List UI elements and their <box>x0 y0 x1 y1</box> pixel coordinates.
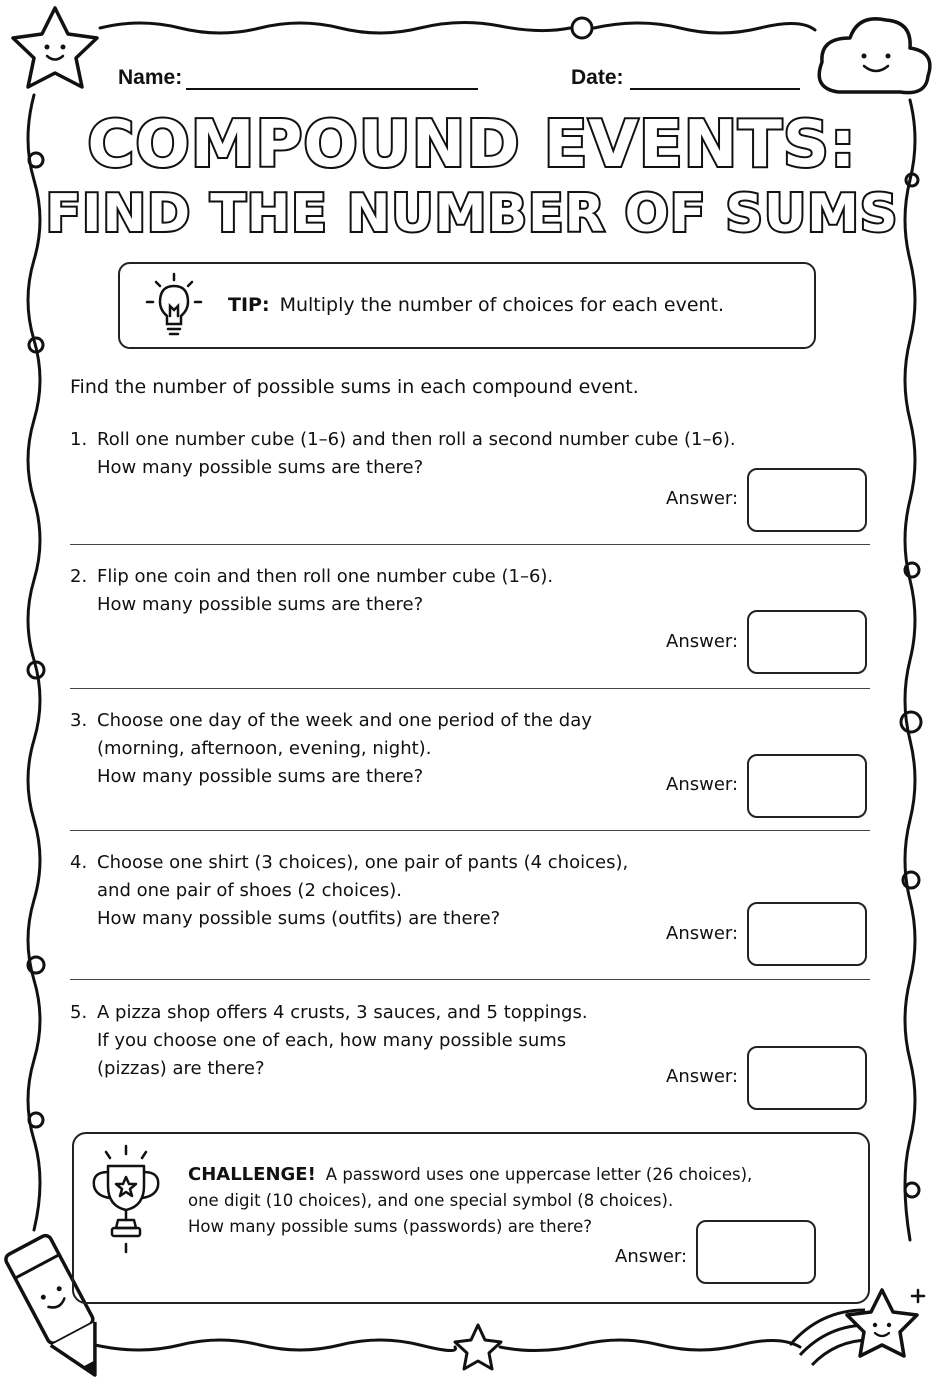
answer-label: Answer: <box>666 923 739 944</box>
challenge-line: How many possible sums (passwords) are there? <box>188 1217 593 1236</box>
question-4 <box>70 849 628 933</box>
star-icon <box>455 1325 501 1369</box>
question-line: (morning, afternoon, evening, night). <box>97 738 432 759</box>
question-number: 1. <box>70 429 88 450</box>
challenge-line: A password uses one uppercase letter (26 choices), <box>325 1165 753 1184</box>
question-line: If you choose one of each, how many possible sums <box>97 1030 567 1051</box>
challenge-line: one digit (10 choices), and one special symbol (8 choices). <box>188 1191 674 1210</box>
challenge-box <box>72 1132 870 1304</box>
answer-box-4[interactable] <box>747 902 867 966</box>
question-line: How many possible sums (outfits) are there? <box>97 908 501 929</box>
question-line: Choose one day of the week and one period of the day <box>97 710 592 731</box>
name-field[interactable] <box>186 88 478 90</box>
question-line: Flip one coin and then roll one number cube (1–6). <box>97 566 554 587</box>
question-line: Roll one number cube (1–6) and then roll a second number cube (1–6). <box>97 429 736 450</box>
star-face-icon <box>13 8 97 87</box>
question-number: 5. <box>70 1002 88 1023</box>
divider <box>70 544 870 545</box>
answer-box-3[interactable] <box>747 754 867 818</box>
challenge-label: CHALLENGE! <box>188 1164 316 1185</box>
instructions: Find the number of possible sums in each compound event. <box>70 376 639 398</box>
answer-box-2[interactable] <box>747 610 867 674</box>
question-line: A pizza shop offers 4 crusts, 3 sauces, and 5 toppings. <box>97 1002 588 1023</box>
answer-label: Answer: <box>666 488 739 509</box>
question-3 <box>70 707 592 791</box>
question-5 <box>70 999 588 1083</box>
question-line: and one pair of shoes (2 choices). <box>97 880 403 901</box>
answer-box-5[interactable] <box>747 1046 867 1110</box>
question-number: 3. <box>70 710 88 731</box>
date-field[interactable] <box>630 88 800 90</box>
divider <box>70 830 870 831</box>
answer-box-1[interactable] <box>747 468 867 532</box>
divider <box>70 688 870 689</box>
question-line: How many possible sums are there? <box>97 594 424 615</box>
trophy-icon <box>86 1144 166 1254</box>
question-2 <box>70 563 553 619</box>
question-1 <box>70 426 736 482</box>
tip-label: TIP: <box>228 294 270 316</box>
name-label: Name: <box>118 66 183 89</box>
divider <box>70 979 870 980</box>
challenge-answer-box[interactable] <box>696 1220 816 1284</box>
question-line: How many possible sums are there? <box>97 457 424 478</box>
cloud-face-icon <box>819 19 930 93</box>
question-number: 4. <box>70 852 88 873</box>
answer-label: Answer: <box>666 631 739 652</box>
answer-label: Answer: <box>666 774 739 795</box>
lightbulb-icon <box>144 272 204 342</box>
question-line: (pizzas) are there? <box>97 1058 265 1079</box>
question-line: Choose one shirt (3 choices), one pair of pants (4 choices), <box>97 852 629 873</box>
answer-label: Answer: <box>666 1066 739 1087</box>
date-label: Date: <box>571 66 624 89</box>
question-line: How many possible sums are there? <box>97 766 424 787</box>
tip-text: Multiply the number of choices for each event. <box>279 294 725 316</box>
page-title-line-1: COMPOUND EVENTS: <box>87 108 857 182</box>
answer-label: Answer: <box>615 1246 688 1267</box>
page-title-line-2: FIND THE NUMBER OF SUMS <box>45 184 899 244</box>
tip-box <box>118 262 816 349</box>
question-number: 2. <box>70 566 88 587</box>
